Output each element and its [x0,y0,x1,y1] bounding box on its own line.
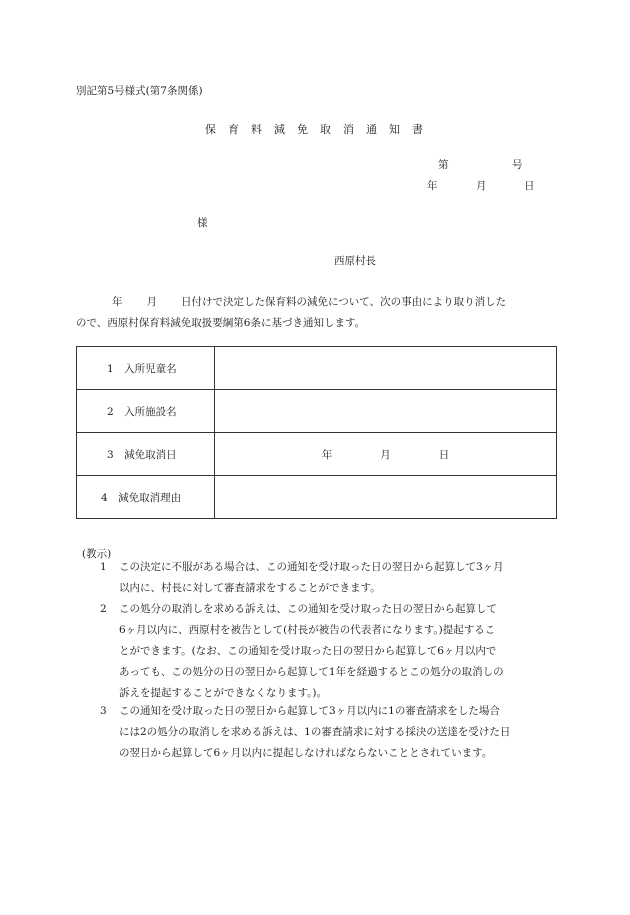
body-line-1 [76,292,566,313]
body-line1-rest: 日付けで決定した保育料の減免について、次の事由により取り消した [181,296,507,308]
table-row [77,390,557,433]
note-item [100,599,562,704]
body-text [76,292,566,334]
title-char: 取 [320,123,331,136]
info-table [76,346,557,519]
note-line: の翌日から起算して6ヶ月以内に提起しなければならないこととされています。 [119,747,493,759]
row-label: 4 減免取消理由 [77,476,215,519]
row-label: 3 減免取消日 [77,433,215,476]
table-row [77,347,557,390]
row-value[interactable] [215,347,557,390]
notes-heading: (教示) [82,548,112,560]
title-char: 消 [343,123,354,136]
cell-month: 月 [380,448,391,461]
note-line: この通知を受け取った日の翌日から起算して3ヶ月以内に1の審査請求をした場合 [119,705,500,717]
number-prefix: 第 [438,159,449,171]
body-line-2: ので、西原村保育料減免取扱要綱第6条に基づき通知します。 [76,317,366,329]
sender: 西原村長 [334,255,376,267]
note-line: とができます。(なお、この通知を受け取った日の翌日から起算して6ヶ月以内で [119,645,497,657]
row-value[interactable] [215,390,557,433]
note-item [100,557,562,599]
title-char: 免 [297,123,308,136]
note-line: この処分の取消しを求める訴えは、この通知を受け取った日の翌日から起算して [119,603,497,615]
note-line: 6ヶ月以内に、西原村を被告として(村長が被告の代表者になります。)提起するこ [119,624,496,636]
row-label: 2 入所施設名 [77,390,215,433]
note-line: 以内に、村長に対して審査請求をすることができます。 [119,582,381,594]
note-line: 訴えを提起することができなくなります。)。 [119,687,328,699]
title-char: 通 [366,123,377,136]
title-char: 書 [412,123,423,136]
document-title [205,124,435,136]
row-label: 1 入所児童名 [77,347,215,390]
row-value-date[interactable] [215,433,557,476]
table-row [77,476,557,519]
note-number: 3 [100,705,107,717]
body-month: 月 [146,296,157,308]
table-row [77,433,557,476]
title-char: 保 [205,123,216,136]
addressee-suffix: 様 [197,217,208,229]
title-char: 育 [228,123,239,136]
title-char: 料 [251,123,262,136]
form-label: 別記第5号様式(第7条関係) [76,85,203,97]
title-char: 減 [274,123,285,136]
note-line: この決定に不服がある場合は、この通知を受け取った日の翌日から起算して3ヶ月 [119,561,504,573]
note-line: あっても、この処分の日の翌日から起算して1年を経過するとこの処分の取消しの [119,666,504,678]
date-month: 月 [476,180,487,192]
date-year: 年 [427,180,438,192]
note-line: には2の処分の取消しを求める訴えは、1の審査請求に対する採決の送達を受けた日 [119,726,511,738]
number-suffix: 号 [512,159,523,171]
note-number: 2 [100,603,107,615]
body-year: 年 [112,296,123,308]
cell-day: 日 [438,448,450,461]
title-char: 知 [389,123,400,136]
row-value[interactable] [215,476,557,519]
cell-year: 年 [321,448,333,461]
date-day: 日 [524,180,535,192]
note-item [100,701,562,764]
note-number: 1 [100,561,107,573]
